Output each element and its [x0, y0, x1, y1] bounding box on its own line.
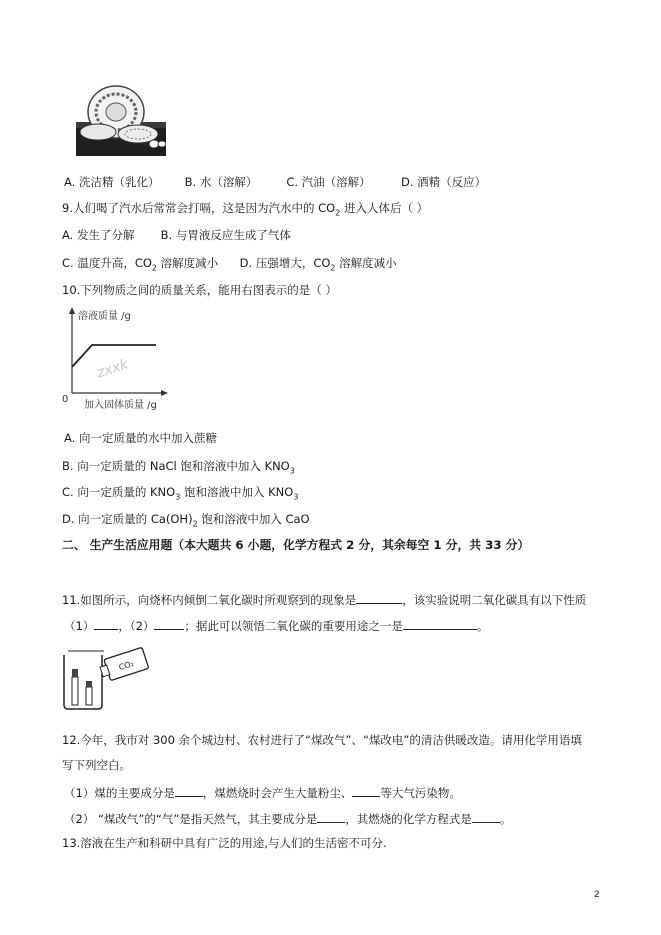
q12-blank-2[interactable]: [352, 784, 380, 797]
q9-option-c: C. 温度升高，$CO_2$ 溶解度减小: [62, 256, 219, 273]
q12-part2: （2） “煤改气”的“气”是指天然气，其主要成分是 ，其燃烧的化学方程式是 。: [64, 812, 512, 826]
q12-blank-4[interactable]: [472, 810, 500, 823]
q13-stem: 13.溶液在生产和科研中具有广泛的用途,与人们的生活密不可分.: [62, 836, 387, 850]
q11-line1: 11.如图所示，向烧杯内倾倒二氧化碳时所观察到的现象是 ，该实验说明二氧化碳具有以下性质: [62, 593, 587, 607]
q9-stem: 9.人们喝了汽水后常常会打嗝，这是因为汽水中的 $CO_2$ 进入人体后（ ）: [62, 201, 429, 218]
q12-part1: （1）煤的主要成分是 ，煤燃烧时会产生大量粉尘、 等大气污染物。: [64, 786, 461, 800]
q8-option-d: D. 酒精（反应）: [400, 175, 487, 189]
graph-origin: 0: [62, 394, 69, 405]
q12-blank-1[interactable]: [175, 784, 203, 797]
q8-option-b: B. 水（溶解）: [184, 175, 258, 189]
q10-option-a: A. 向一定质量的水中加入蔗糖: [64, 431, 217, 445]
q11-blank-2[interactable]: [94, 617, 118, 630]
q12-line2: 写下列空白。: [62, 758, 131, 772]
q10-stem: 10.下列物质之间的质量关系，能用右图表示的是（ ）: [62, 283, 337, 297]
q10-option-b: B. 向一定质量的 NaCl 饱和溶液中加入 $KNO_3$: [62, 459, 295, 476]
q12-line1: 12.今年，我市对 300 余个城边村、农村进行了“煤改气”、“煤改电”的清洁供暖改造。请用化学用语填: [62, 733, 582, 747]
q9-option-b: B. 与胃液反应生成了气体: [160, 228, 291, 242]
graph-watermark: zxxk: [94, 356, 131, 382]
q9-option-d: D. 压强增大，$CO_2$ 溶解度减小: [239, 256, 397, 273]
q9-options-ab: [62, 228, 291, 243]
q8-options: [64, 175, 486, 190]
q11-blank-4[interactable]: [403, 617, 477, 630]
q10-option-c: C. 向一定质量的 $KNO_3$ 饱和溶液中加入 $KNO_3$: [62, 485, 299, 502]
page-number: 2: [594, 890, 600, 900]
beaker: [64, 655, 102, 709]
graph-y-label: 溶液质量 /g: [78, 311, 131, 322]
q8-option-a: A. 洗洁精（乳化）: [64, 175, 160, 189]
section-2-title: 二、 生产生活应用题（本大题共 6 小题，化学方程式 2 分，其余每空 1 分，共 33 分）: [62, 538, 530, 552]
q11-line2: （1） ，（2） ；据此可以领悟二氧化碳的重要用途之一是 。: [64, 619, 489, 633]
q10-graph: [60, 305, 172, 413]
q9-option-a: A. 发生了分解: [62, 228, 135, 242]
q8-option-c: C. 汽油（溶解）: [286, 175, 371, 189]
co2-bottle: [98, 647, 149, 682]
graph-x-label: 加入固体质量 /g: [84, 400, 157, 411]
q11-beaker-figure: [60, 645, 150, 711]
co2-bottle-label: CO₂: [117, 658, 135, 673]
q11-blank-1[interactable]: [356, 591, 402, 604]
dishes-photo: [76, 84, 166, 156]
q9-options-cd: [62, 256, 397, 271]
q10-option-d: D. 向一定质量的 $Ca(OH)_2$ 饱和溶液中加入 CaO: [62, 512, 310, 529]
q12-blank-3[interactable]: [317, 810, 345, 823]
q11-blank-3[interactable]: [154, 617, 184, 630]
